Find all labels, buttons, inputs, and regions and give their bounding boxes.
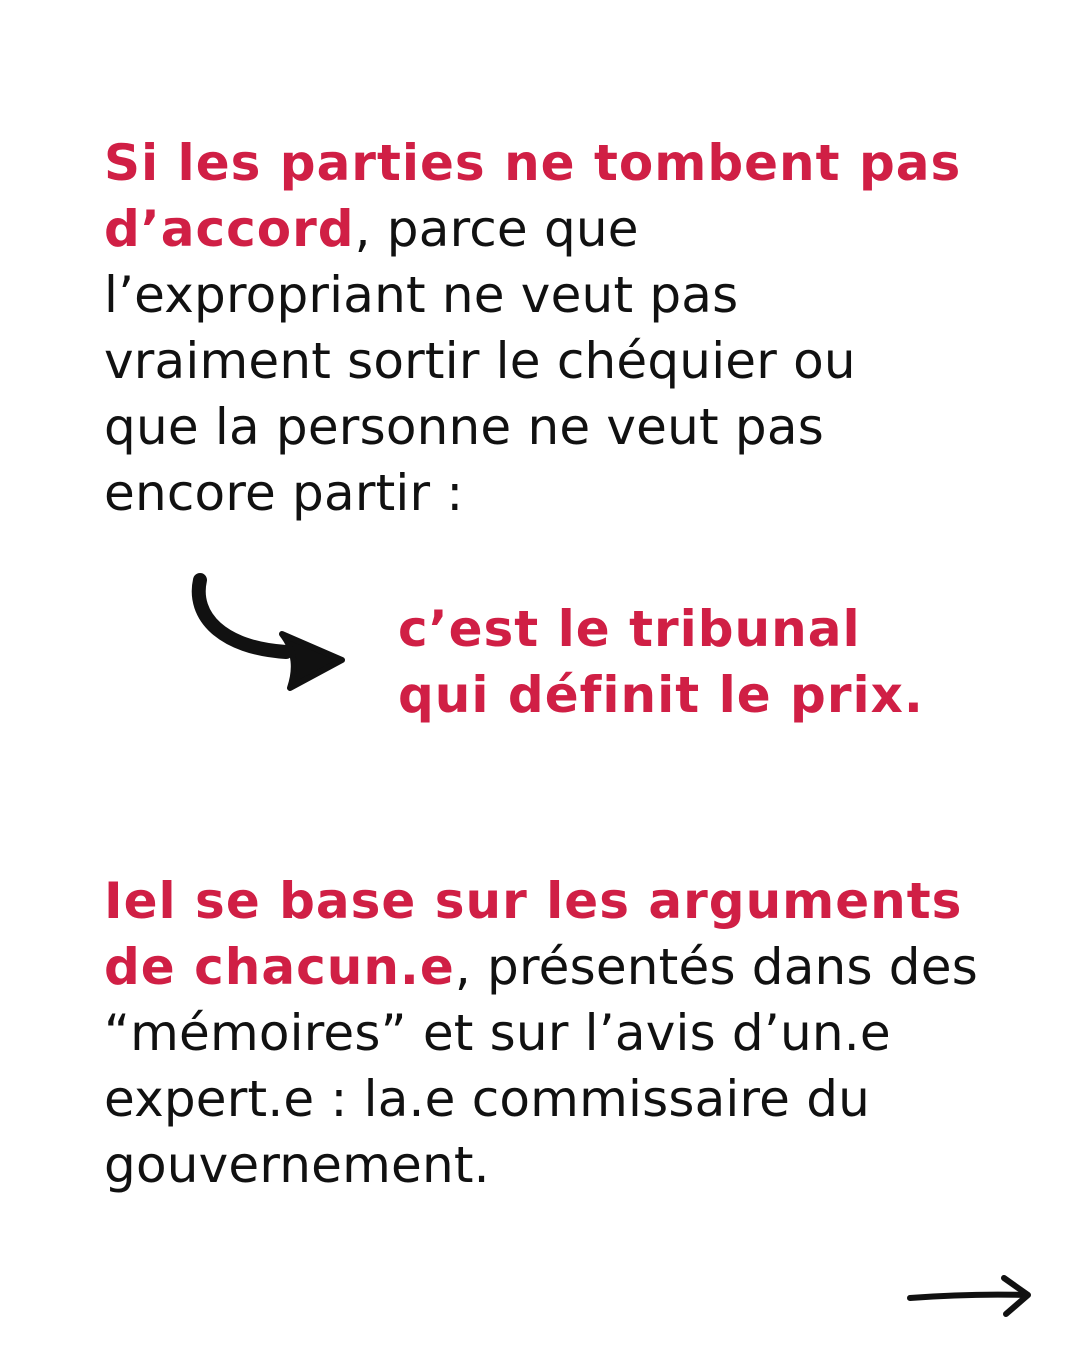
paragraph-intro-body: , parce que l’expropriant ne veut pas vraiment sortir le chéquier ou que la personne ne veut pas encore partir :: [104, 200, 856, 522]
paragraph-arguments: [104, 868, 1004, 1198]
callout-line-1: c’est le tribunal: [398, 600, 861, 658]
highlight-no-agreement: Si les parties ne tombent pas d’accord: [104, 134, 962, 258]
callout-line-2: qui définit le prix.: [398, 666, 924, 724]
paragraph-intro: [104, 130, 964, 526]
highlight-arguments: Iel se base sur les arguments de chacun.e: [104, 872, 963, 996]
curved-arrow-icon: [178, 568, 358, 708]
paragraph-arguments-body: , présentés dans des “mémoires” et sur l’avis d’un.e expert.e : la.e commissaire du gouvernement.: [104, 938, 978, 1194]
callout-tribunal: [398, 596, 1018, 728]
right-arrow-icon[interactable]: [900, 1268, 1040, 1324]
